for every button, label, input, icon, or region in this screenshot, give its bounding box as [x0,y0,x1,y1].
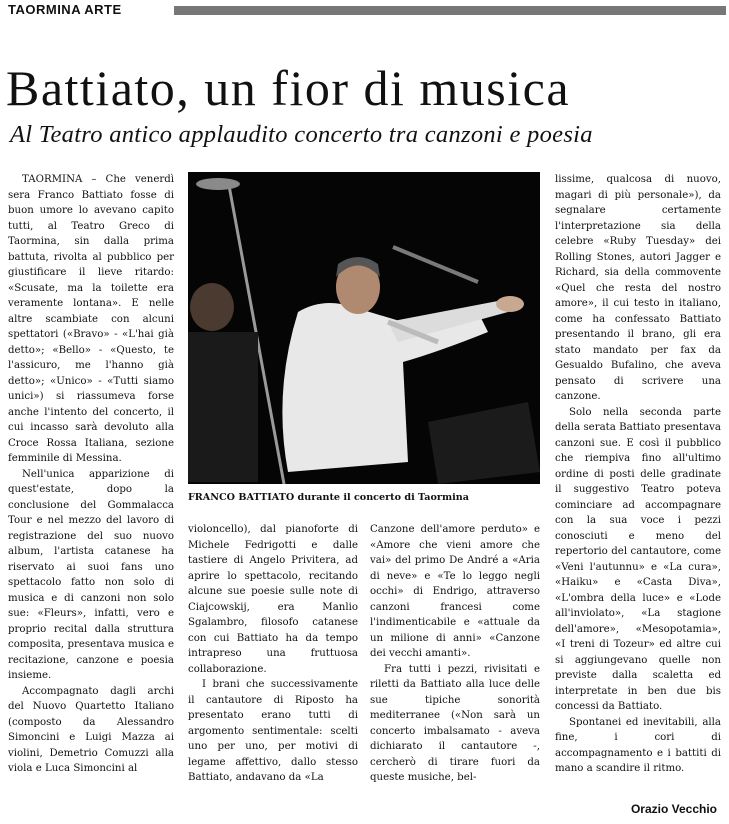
paragraph: Solo nella seconda parte della serata Battiato presentava canzoni sue. E così il pubblico che riempiva fino all'ultimo ordine di posti delle gradinate il suggestivo Teatro poteva cominciare ad accompagnare con la sua voce i pezzi conosciuti e meno del repertorio del cantautore, come «Veni l'autunnu» e «La cura», «Haiku» e «Casta Diva», «L'ombra della luce» e «Lode all'inviolato», «La stagione dell'amore», «Mesopotamia», «I treni di Tozeur» ed altre cui si aggiungevano quelle non previste dalla scaletta ed interpretate in ben due bis concessi da Battiato. [555,406,721,712]
paragraph: TAORMINA – Che venerdì sera Franco Battiato fosse di buon umore lo avevano capito tutti, al Teatro Greco di Taormina, sin dalla prima battuta, rivolta al pubblico per giustificare il lieve ritardo: «Scusate, ma la toilette era veramente lontana». E nelle altre scambiate con alcuni spettatori («Bravo» - «L'hai già detto»; «Bello» - «Questo, te l'assicuro, me l'hanno già detto»; «Unico» - «Tutti siamo unici») si riassumeva forse anche l'intento del concerto, il cui incasso sarà devoluto alla Croce Rossa Italiana, sezione femminile di Messina. [8,174,174,464]
section-label: TAORMINA ARTE [8,2,122,17]
paragraph: Spontanei ed inevitabili, alla fine, i cori di accompagnamento e i battiti di mano a scandire il ritmo. [555,716,721,774]
byline: Orazio Vecchio [630,802,717,816]
paragraph: violoncello), dal pianoforte di Michele Fedrigotti e dalle tastiere di Angelo Privitera, ad aprire lo spettacolo, recitando alcune sue poesie sulle note di Ciajcowskij, era Manlio Sgalambro, filosofo catanese con cui Battiato ha da tempo intrapreso una fruttuosa collaborazione. [188,524,358,675]
paragraph: I brani che successivamente il cantautore di Riposto ha presentato erano tutti di argomento sentimentale: scelti uno per uno, per motivi di legame affettivo, dallo stesso Battiato, andavano da «La [188,679,358,783]
paragraph: lissime, qualcosa di nuovo, magari di più personale»), da segnalare certamente l'interpretazione sia della celebre «Ruby Tuesday» dei Rolling Stones, autori Jagger e Richard, sia della commovente «Quel che resta del nostro amore», il cui testo in italiano, come ha confessato Battiato presentando il brano, gli era stato mandato per fax da Gesualdo Bufalino, che aveva pensato di scrivere una canzone. [555,174,721,402]
concert-photo [188,172,540,484]
concert-photo-illustration [188,172,540,484]
headline: Battiato, un fior di musica [6,60,571,116]
section-rule [174,6,726,15]
deck: Al Teatro antico applaudito concerto tra canzoni e poesia [10,121,593,148]
paragraph: Canzone dell'amore perduto» e «Amore che vieni amore che vai» del primo De André a «Aria di neve» e «Te lo leggo negli occhi» di Endrigo, attraverso canzoni francesi come l'indimenticabile e «attuale da un milione di anni» «Canzone dei vecchi amanti». [370,524,540,659]
paragraph: Nell'unica apparizione di quest'estate, dopo la conclusione del Gommalacca Tour e nel mezzo del lavoro di registrazione del suo nuovo album, l'artista catanese ha riservato ai suoi fans uno spettacolo fatto non solo di musica e di canzoni non solo sue: «Fleurs», infatti, vero e proprio recital dalla struttura composita, presentava musica e recitazione, canzone e poesia insieme. [8,468,174,681]
paragraph: Fra tutti i pezzi, rivisitati e riletti da Battiato alla luce delle sue tipiche sonorità mediterranee («Non sarà un concerto imbalsamato - aveva dichiarato il cantautore -, cercherò di tirare fuori da queste musiche, bel- [370,663,540,783]
article-column-2 [188,522,358,818]
paragraph: Accompagnato dagli archi del Nuovo Quartetto Italiano (composto da Alessandro Simoncini e Luigi Mazza ai violini, Demetrio Comuzzi alla viola e Luca Simoncini al [8,685,174,774]
photo-caption: FRANCO BATTIATO durante il concerto di Taormina [188,492,469,503]
article-column-4 [555,172,721,802]
article-column-1 [8,172,174,816]
article-column-3 [370,522,540,818]
